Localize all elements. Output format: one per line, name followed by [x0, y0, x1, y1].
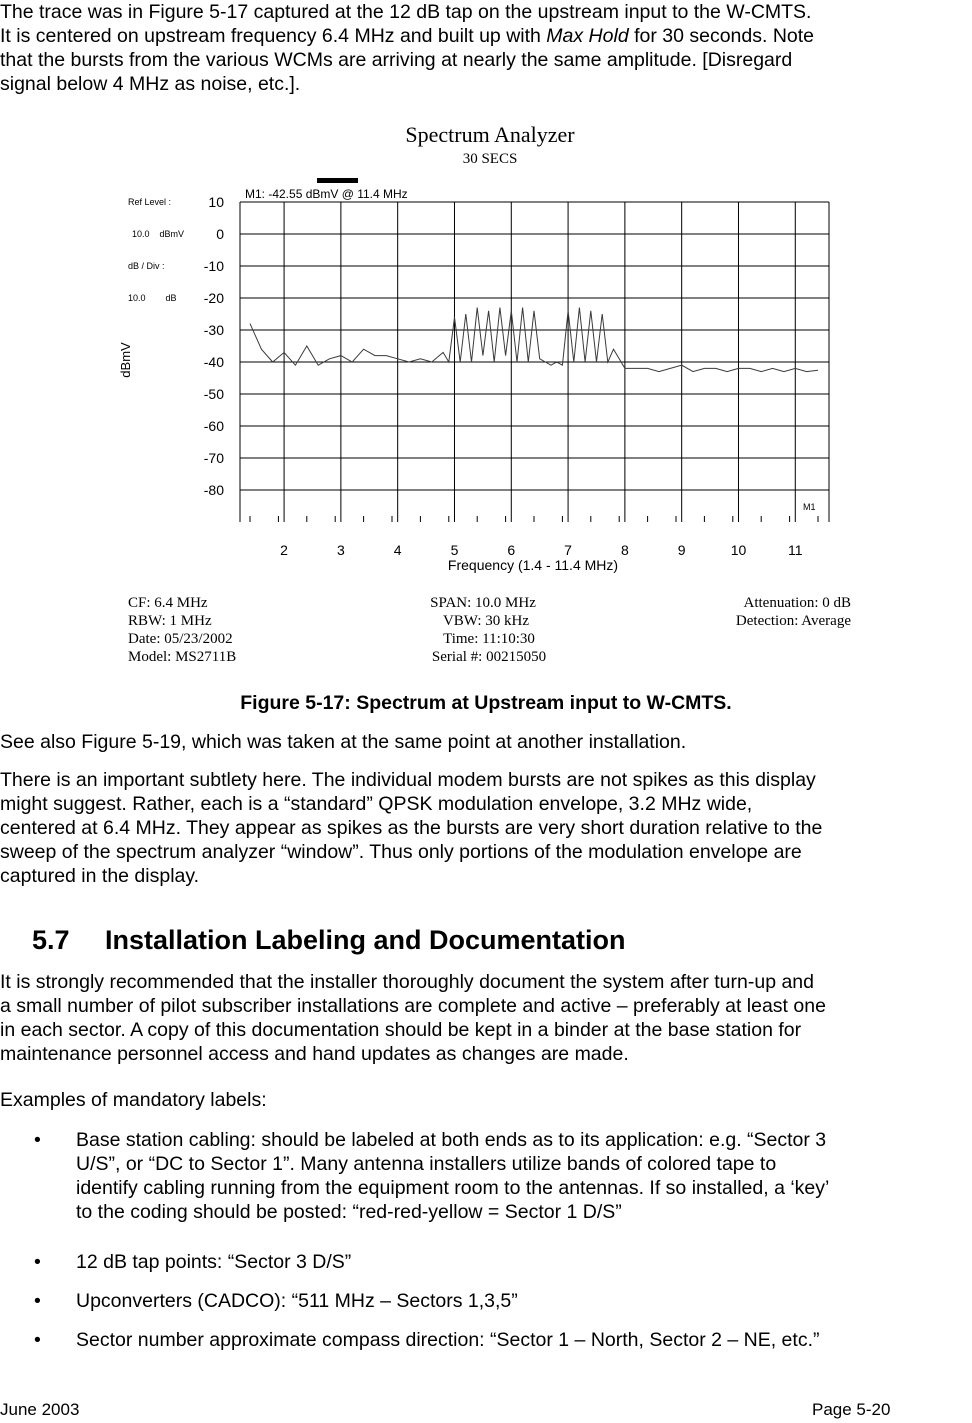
chart-info-center: Time: 11:10:30 — [443, 631, 535, 647]
chart-info-right: Detection: Average — [735, 613, 851, 629]
spectrum-chart — [0, 110, 972, 670]
paragraph-line: centered at 6.4 MHz. They appear as spikes as the bursts are very short duration relative to the — [0, 817, 823, 839]
chart-info-left: CF: 6.4 MHz — [128, 595, 208, 611]
max-hold-text: Max Hold — [546, 25, 629, 47]
bullet-icon: • — [34, 1129, 41, 1151]
examples-intro: Examples of mandatory labels: — [0, 1089, 267, 1111]
marker-readout: M1: -42.55 dBmV @ 11.4 MHz — [245, 187, 408, 201]
section-heading — [32, 925, 626, 956]
y-tick-label: 0 — [216, 226, 224, 242]
list-item-line: Upconverters (CADCO): “511 MHz – Sectors 1,3,5” — [76, 1290, 518, 1312]
y-tick-label: -70 — [203, 450, 224, 466]
section-number: 5.7 — [32, 925, 70, 955]
see-also-paragraph: See also Figure 5-19, which was taken at the same point at another installation. — [0, 731, 687, 753]
x-tick-label: 6 — [507, 542, 516, 558]
y-tick-label: -50 — [203, 386, 224, 402]
bullet-icon: • — [34, 1290, 41, 1312]
list-item-line: U/S”, or “DC to Sector 1”. Many antenna installers utilize bands of colored tape to — [76, 1153, 777, 1175]
intro-line2-end: for 30 seconds. Note — [628, 25, 815, 47]
subtlety-paragraph — [0, 768, 972, 888]
x-tick-labels — [280, 542, 803, 558]
chart-title: Spectrum Analyzer — [405, 122, 575, 147]
y-tick-label: -80 — [203, 482, 224, 498]
marker-m1-label: M1 — [803, 502, 816, 512]
paragraph-line: maintenance personnel access and hand updates as changes are made. — [0, 1043, 629, 1065]
x-tick-label: 5 — [450, 542, 459, 558]
x-tick-label: 4 — [393, 542, 402, 558]
y-tick-label: -20 — [203, 290, 224, 306]
chart-info-left: Model: MS2711B — [128, 649, 237, 665]
list-item-line: 12 dB tap points: “Sector 3 D/S” — [76, 1251, 352, 1273]
y-axis-label: dBmV — [118, 342, 133, 378]
chart-info-right: Attenuation: 0 dB — [743, 595, 851, 611]
y-tick-labels — [204, 194, 224, 498]
ref-level-value: 10.0 dBmV — [132, 229, 185, 239]
list-item-line: Sector number approximate compass direction: “Sector 1 – North, Sector 2 – NE, etc.” — [76, 1329, 820, 1351]
intro-line: The trace was in Figure 5-17 captured at the 12 dB tap on the upstream input to the W-CMTS. — [0, 1, 812, 23]
y-tick-label: -10 — [203, 258, 224, 274]
list-item-line: to the coding should be posted: “red-red-yellow = Sector 1 D/S” — [76, 1201, 622, 1223]
x-tick-label: 3 — [336, 542, 345, 558]
paragraph-line: in each sector. A copy of this documentation should be kept in a binder at the base station for — [0, 1019, 802, 1041]
y-tick-label: -60 — [203, 418, 224, 434]
chart-grid — [240, 202, 829, 522]
intro-line — [0, 24, 972, 48]
db-div-label: dB / Div : — [128, 261, 165, 271]
paragraph-line: sweep of the spectrum analyzer “window”. Thus only portions of the modulation envelope are — [0, 841, 802, 863]
intro-line2-text: It is centered on upstream frequency 6.4 MHz and built up with — [0, 25, 547, 47]
x-tick-label: 10 — [730, 542, 747, 558]
y-tick-label: 10 — [208, 194, 224, 210]
x-tick-label: 7 — [564, 542, 572, 558]
chart-info-left: Date: 05/23/2002 — [128, 631, 233, 647]
paragraph-line: a small number of pilot subscriber installations are complete and active – preferably at least one — [0, 995, 826, 1017]
marker-indicator-bar — [317, 178, 358, 183]
x-tick-label: 9 — [677, 542, 686, 558]
paragraph-line: It is strongly recommended that the installer thoroughly document the system after turn-up and — [0, 971, 815, 993]
x-tick-label: 11 — [788, 542, 803, 558]
footer-page-number: Page 5-20 — [812, 1400, 891, 1419]
recommend-paragraph — [0, 970, 972, 1066]
ref-level-label: Ref Level : — [128, 197, 172, 207]
x-tick-label: 8 — [620, 542, 629, 558]
chart-info-block — [128, 595, 851, 665]
chart-info-center: Serial #: 00215050 — [431, 649, 547, 665]
chart-subtitle: 30 SECS — [462, 151, 518, 167]
chart-info-center: SPAN: 10.0 MHz — [430, 595, 536, 611]
x-axis-label: Frequency (1.4 - 11.4 MHz) — [447, 557, 619, 573]
chart-info-left: RBW: 1 MHz — [128, 613, 212, 629]
y-tick-label: -30 — [203, 322, 224, 338]
intro-line: that the bursts from the various WCMs are arriving at nearly the same amplitude. [Disregard — [0, 49, 793, 71]
intro-paragraph — [0, 0, 972, 96]
bullet-icon: • — [34, 1329, 41, 1351]
figure-caption: Figure 5-17: Spectrum at Upstream input to W-CMTS. — [240, 692, 732, 714]
footer-date: June 2003 — [0, 1400, 80, 1419]
chart-info-center: VBW: 30 kHz — [442, 613, 530, 629]
x-tick-label: 2 — [280, 542, 288, 558]
list-item-line: Base station cabling: should be labeled at both ends as to its application: e.g. “Sector 3 — [76, 1129, 827, 1151]
bullet-icon: • — [34, 1251, 41, 1273]
y-tick-label: -40 — [203, 354, 224, 370]
intro-line: signal below 4 MHz as noise, etc.]. — [0, 73, 301, 95]
paragraph-line: There is an important subtlety here. The individual modem bursts are not spikes as this display — [0, 769, 816, 791]
paragraph-line: might suggest. Rather, each is a “standard” QPSK modulation envelope, 3.2 MHz wide, — [0, 793, 753, 815]
paragraph-line: captured in the display. — [0, 865, 200, 887]
section-title: Installation Labeling and Documentation — [105, 925, 626, 955]
list-item-line: identify cabling running from the equipment room to the antennas. If so installed, a ‘key’ — [76, 1177, 830, 1199]
db-div-value: 10.0 dB — [128, 293, 177, 303]
